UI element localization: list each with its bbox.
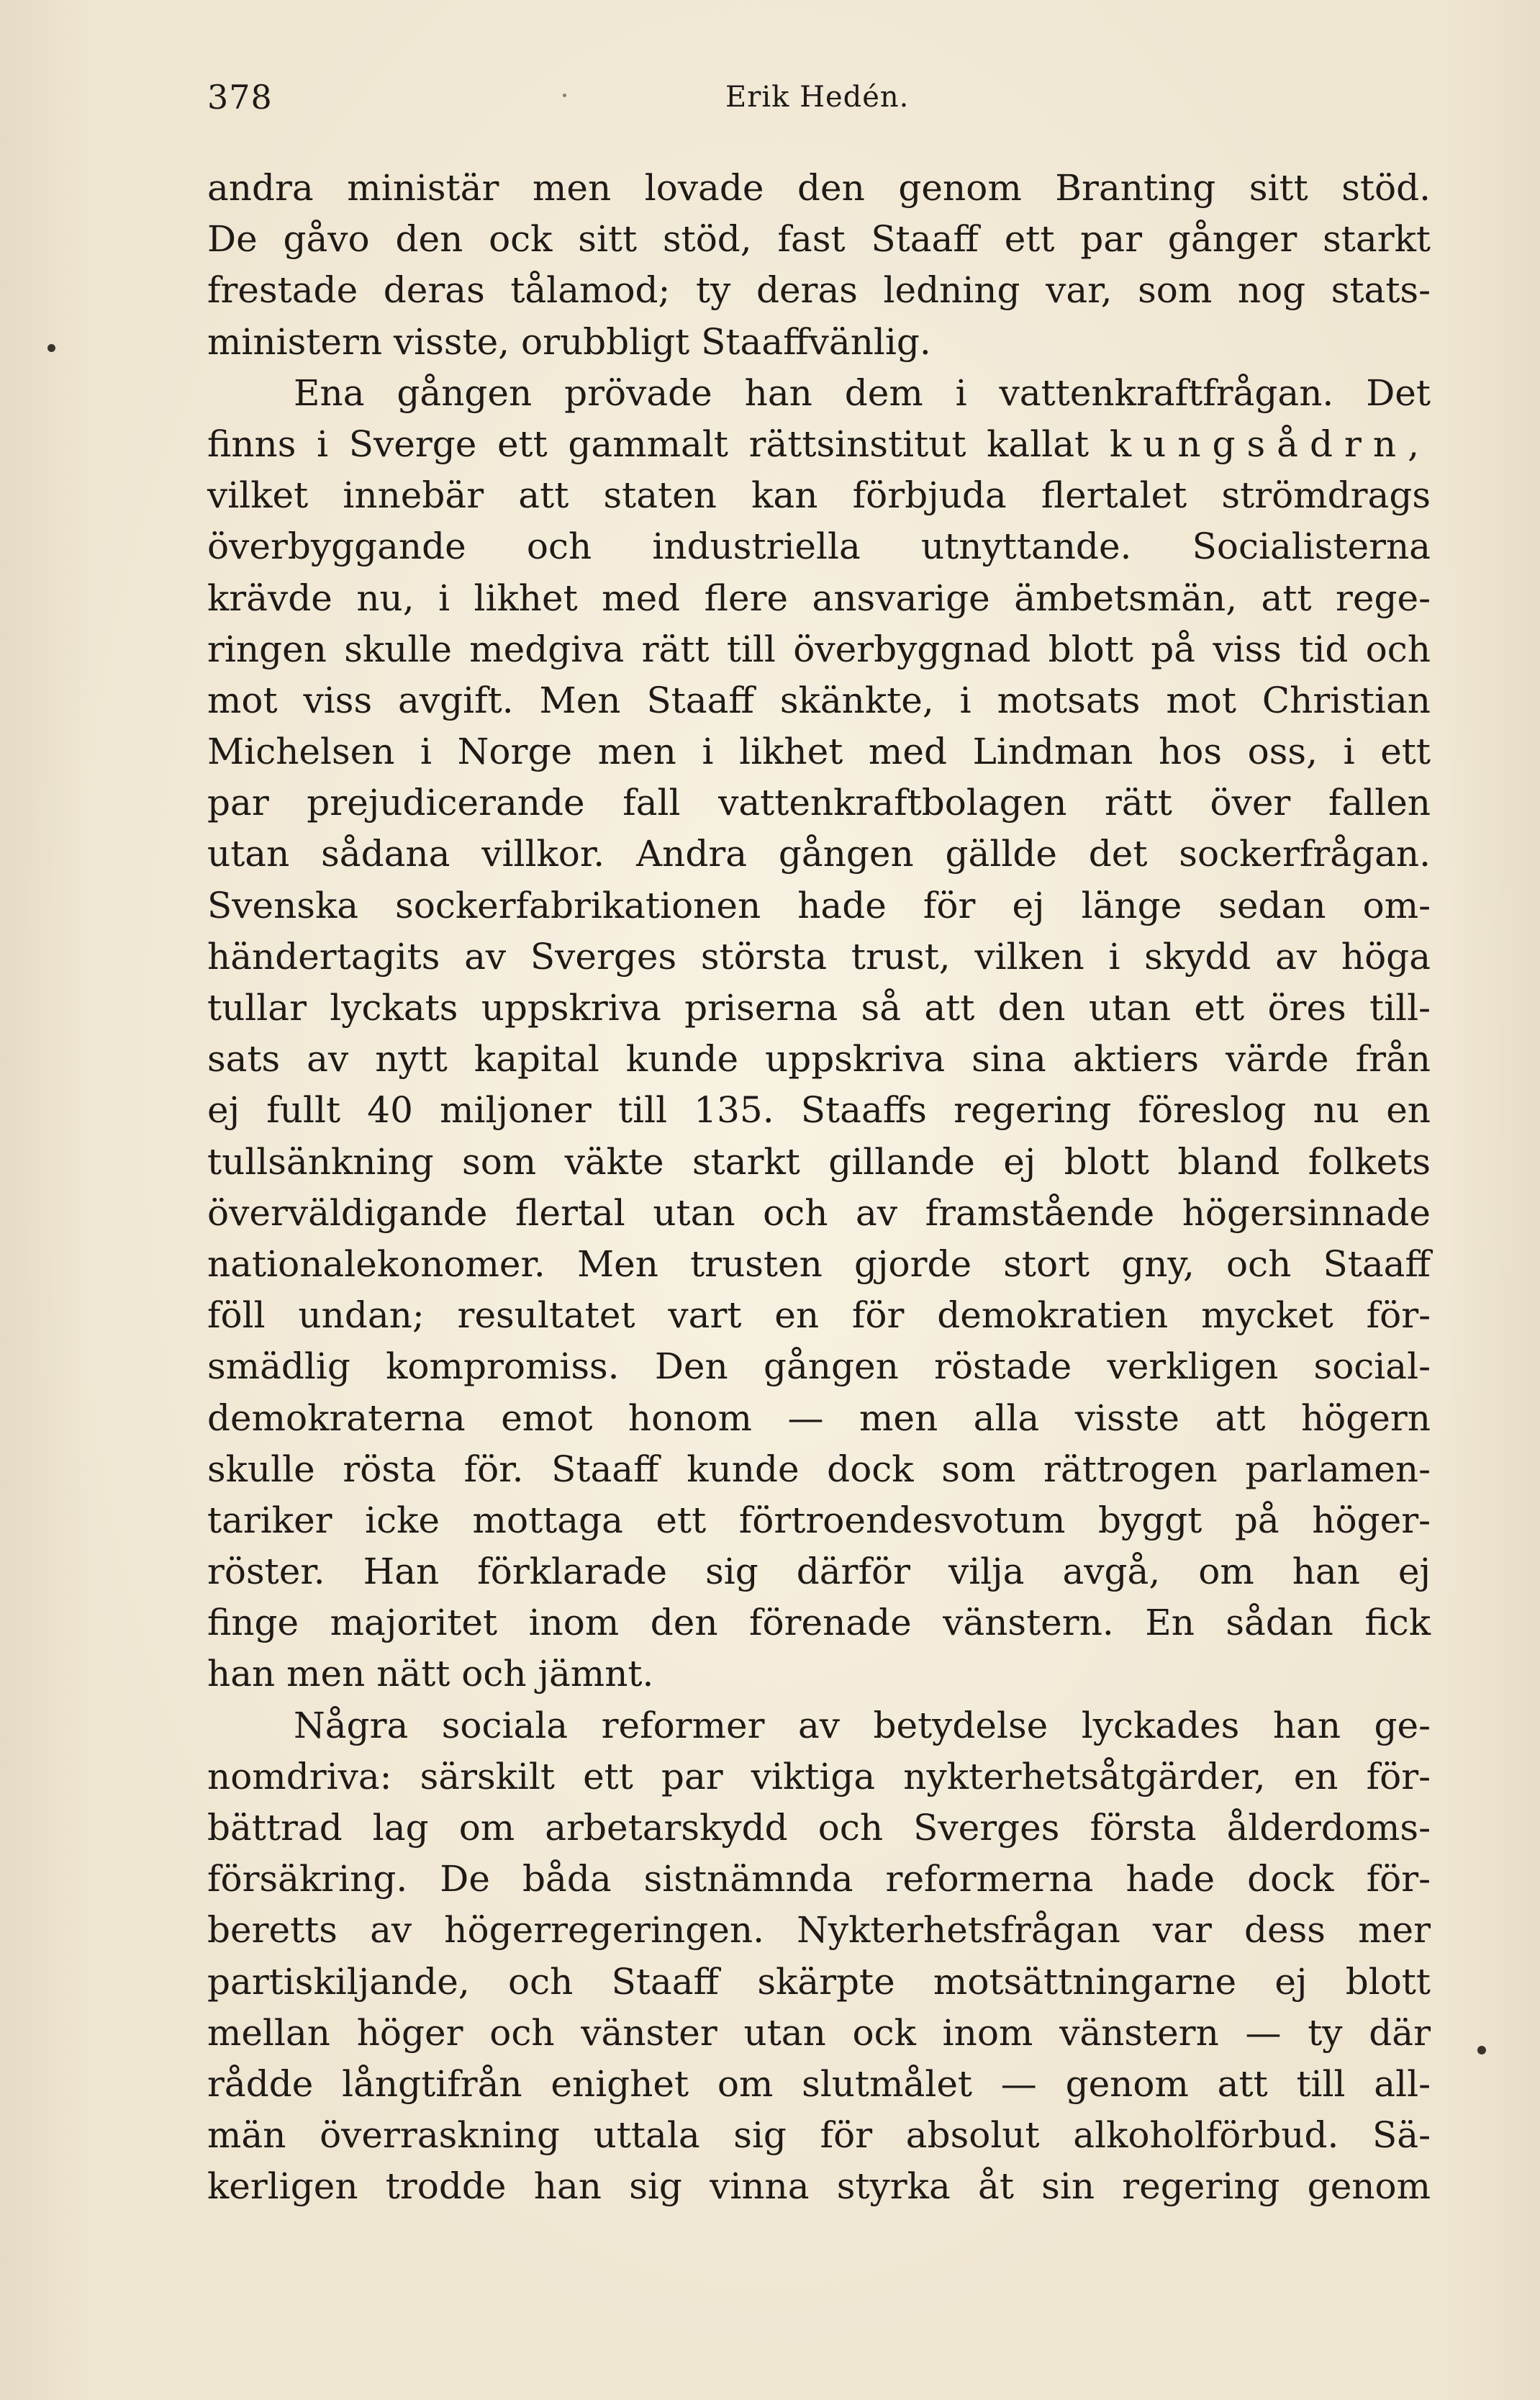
body-text [207, 163, 1431, 2213]
text-line: kerligen trodde han sig vinna styrka åt sin regering genom [207, 2165, 1431, 2208]
running-head: Erik Hedén. [725, 81, 910, 114]
text-line: röster. Han förklarade sig därför vilja avgå, om han ej [207, 1551, 1431, 1593]
text-line: partiskiljande, och Staaff skärpte motsättningarne ej blott [207, 1960, 1431, 2003]
text-line: tariker icke mottaga ett förtroendesvotum byggt på höger- [207, 1499, 1431, 1541]
margin-speck [563, 94, 566, 97]
text-line: andra ministär men lovade den genom Branting sitt stöd. [207, 167, 1431, 209]
text-line: demokraterna emot honom — men alla visste att högern [207, 1397, 1431, 1439]
text-line: utan sådana villkor. Andra gången gällde det sockerfrågan. [207, 833, 1431, 875]
text-line: skulle rösta för. Staaff kunde dock som rättrogen parlamen- [207, 1448, 1431, 1490]
text-line: rådde långtifrån enighet om slutmålet — genom att till all- [207, 2062, 1431, 2105]
paragraph-first-line: Några sociala reformer av betydelse lyckades han ge- [294, 1704, 1431, 1746]
text-line: vilket innebär att staten kan förbjuda flertalet strömdrags [207, 474, 1431, 517]
page-number: 378 [207, 78, 273, 117]
margin-speck [47, 344, 55, 352]
text-line: ministern visste, orubbligt Staaffvänlig. [207, 320, 931, 363]
page-header [207, 72, 1431, 122]
text-line: händertagits av Sverges största trust, vilken i skydd av höga [207, 935, 1431, 978]
text-line: smädlig kompromiss. Den gången röstade verkligen social- [207, 1345, 1431, 1388]
text-line: föll undan; resultatet vart en för demokratien mycket för- [207, 1294, 1431, 1337]
text-line: nomdriva: särskilt ett par viktiga nykterhetsåtgärder, en för- [207, 1755, 1431, 1797]
text-line: överbyggande och industriella utnyttande. Socialisterna [207, 525, 1431, 568]
text-line: Michelsen i Norge men i likhet med Lindman hos oss, i ett [207, 731, 1431, 773]
text-line: överväldigande flertal utan och av framstående högersinnade [207, 1191, 1431, 1234]
text-line: De gåvo den ock sitt stöd, fast Staaff ett par gånger starkt [207, 218, 1431, 261]
text-line: män överraskning uttala sig för absolut alkoholförbud. Sä- [207, 2114, 1431, 2157]
paragraph-first-line: Ena gången prövade han dem i vattenkraftfrågan. Det [294, 371, 1431, 414]
text-line: sats av nytt kapital kunde uppskriva sina aktiers värde från [207, 1038, 1431, 1081]
text-line: Svenska sockerfabrikationen hade för ej länge sedan om- [207, 884, 1431, 926]
text-line: mot viss avgift. Men Staaff skänkte, i motsats mot Christian [207, 679, 1431, 721]
text-line: tullar lyckats uppskriva priserna så att den utan ett öres till- [207, 987, 1431, 1029]
text-line: beretts av högerregeringen. Nykterhetsfrågan var dess mer [207, 1909, 1431, 1952]
text-line: frestade deras tålamod; ty deras ledning var, som nog stats- [207, 269, 1431, 312]
text-line: finge majoritet inom den förenade vänstern. En sådan fick [207, 1602, 1431, 1644]
text-line: par prejudicerande fall vattenkraftbolagen rätt över fallen [207, 782, 1431, 824]
text-line-start: finns i Sverge ett gammalt rättsinstitut kallat [207, 423, 1090, 465]
text-line: mellan höger och vänster utan ock inom vänstern — ty där [207, 2011, 1431, 2054]
margin-speck [1477, 2046, 1486, 2054]
text-line: försäkring. De båda sistnämnda reformerna hade dock för- [207, 1858, 1431, 1900]
text-line: ringen skulle medgiva rätt till överbyggnad blott på viss tid och [207, 628, 1431, 670]
text-line: tullsänkning som väkte starkt gillande ej blott bland folkets [207, 1140, 1431, 1183]
text-line: bättrad lag om arbetarskydd och Sverges första ålderdoms- [207, 1807, 1431, 1849]
text-line: ej fullt 40 miljoner till 135. Staaffs regering föreslog nu en [207, 1089, 1431, 1132]
text-line: nationalekonomer. Men trusten gjorde stort gny, och Staaff [207, 1242, 1431, 1285]
spaced-term: kungsådrn, [1109, 423, 1431, 465]
text-line [207, 419, 1431, 470]
text-line: han men nätt och jämnt. [207, 1653, 654, 1695]
text-line: krävde nu, i likhet med flere ansvarige ämbetsmän, att rege- [207, 577, 1431, 619]
